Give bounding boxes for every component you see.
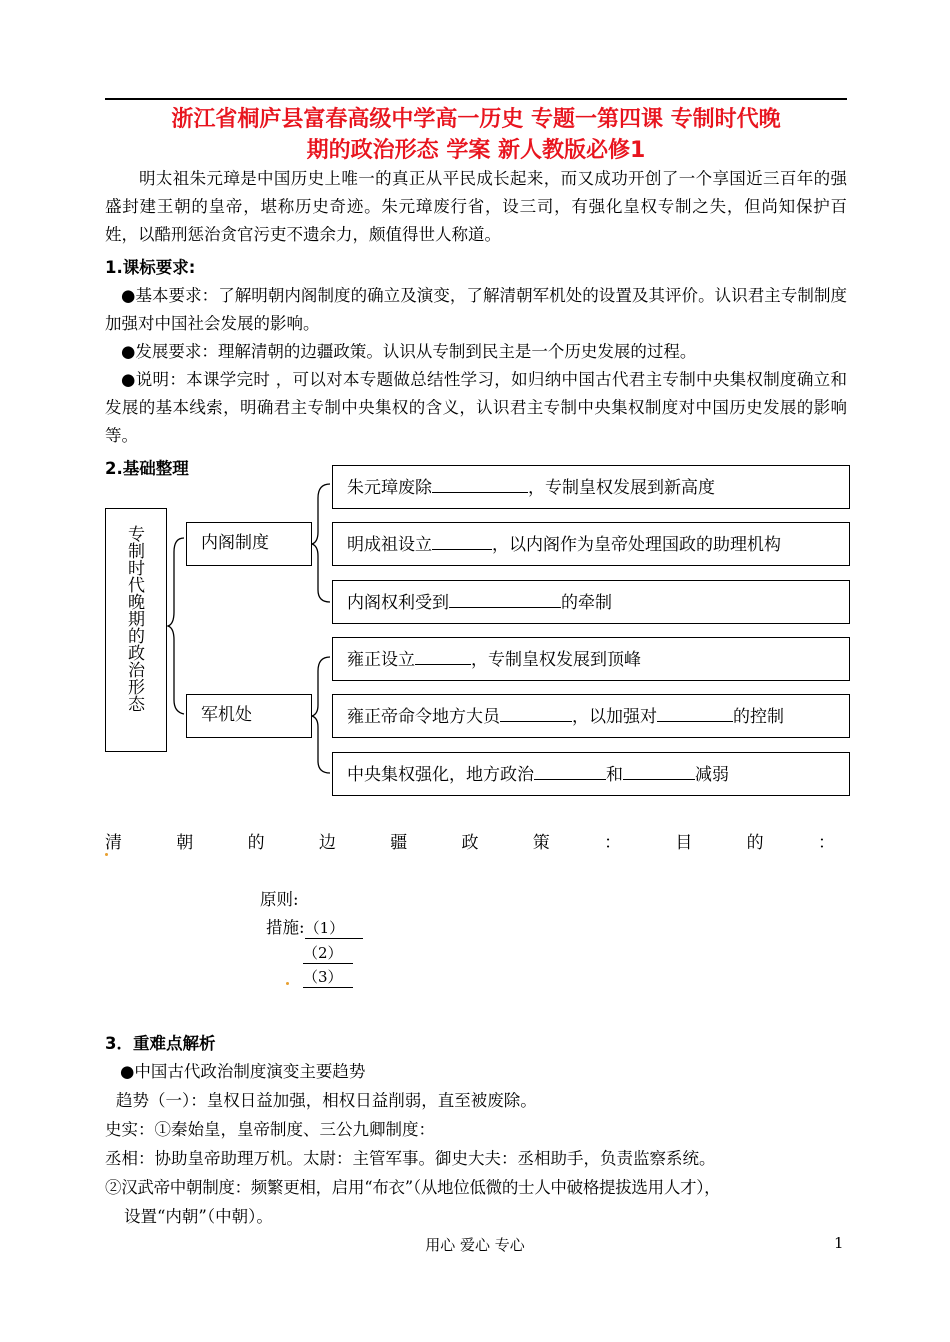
leaf-text: 中央集权强化，地方政治 <box>347 765 534 785</box>
policy-char: 朝 <box>176 833 194 853</box>
trend-one: 趋势（一）：皇权日益加强，相权日益削弱，直至被废除。 <box>116 1091 537 1110</box>
policy-char: 疆 <box>390 833 408 853</box>
leaf-box <box>332 637 850 681</box>
intro-paragraph: 明太祖朱元璋是中国历史上唯一的真正从平民成长起来，而又成功开创了一个享国近三百年的强盛封建王朝的皇帝，堪称历史奇迹。朱元璋废行省，设三司，有强化皇权专制之失，但尚知保护百姓，以酷刑惩治贪官污吏不遗余力，颇值得世人称道。 <box>105 169 847 244</box>
leaf-text: ，以内阁作为皇帝处理国政的助理机构 <box>492 535 781 555</box>
measure-3-row <box>303 966 353 988</box>
han-line-1: ②汉武帝中朝制度：频繁更相，启用“布衣”（从地位低微的士人中破格提拔选用人才）， <box>105 1178 721 1197</box>
branch-box-council <box>186 694 312 738</box>
policy-char: 边 <box>318 833 336 853</box>
leaf-text: 朱元璋废除 <box>347 478 432 498</box>
fill-blank[interactable] <box>534 763 606 780</box>
header-rule <box>105 98 847 100</box>
lesson-note: ●说明：本课学完时 ，可以对本专题做总结性学习，如归纳中国古代君主专制中央集权制度确立和发展的基本线索，明确君主专制中央集权的含义，认识君主专制中央集权制度对中国历史发展的影响等。 <box>105 370 847 445</box>
leaf-text: ，专制皇权发展到顶峰 <box>471 650 641 670</box>
document-title <box>105 104 847 166</box>
policy-char: ： <box>604 833 622 853</box>
leaf-box <box>332 522 850 566</box>
fill-blank[interactable] <box>500 705 572 722</box>
leaf-text: 减弱 <box>695 765 729 785</box>
measure-2-row <box>303 942 353 964</box>
leaf-text: 雍正帝命令地方大员 <box>347 707 500 727</box>
leaf-text: ，以加强对 <box>572 707 657 727</box>
fill-blank[interactable] <box>432 476 528 493</box>
section1-heading: 1.课标要求: <box>105 258 196 277</box>
fill-blank[interactable] <box>415 648 471 665</box>
fill-blank[interactable] <box>432 533 492 550</box>
border-policy-line <box>105 828 835 853</box>
leaf-text: 内阁权利受到 <box>347 593 449 613</box>
leaf-box <box>332 465 850 509</box>
branch-label-cabinet: 内阁制度 <box>201 533 269 553</box>
measure-3: （3） <box>303 966 353 988</box>
fill-blank[interactable] <box>657 705 733 722</box>
root-label: 专制时代晚期的政治形态 <box>124 525 144 712</box>
measures-label: 措施: <box>266 918 305 937</box>
title-line-2: 期的政治形态 学案 新人教版必修1 <box>306 138 646 163</box>
han-line-2: 设置“内朝”（中朝）。 <box>124 1207 273 1226</box>
measures-row <box>266 914 363 939</box>
stray-mark <box>286 982 289 985</box>
policy-char: 政 <box>461 833 479 853</box>
branch-label-council: 军机处 <box>201 705 252 725</box>
leaf-text: ，专制皇权发展到新高度 <box>528 478 715 498</box>
measure-2: （2） <box>303 942 353 964</box>
basic-requirement: ●基本要求：了解明朝内阁制度的确立及演变，了解清朝军机处的设置及其评价。认识君主专制制度加强对中国社会发展的影响。 <box>105 286 847 333</box>
chancellor-line: 丞相：协助皇帝助理万机。太尉：主管军事。御史大夫：丞相助手，负责监察系统。 <box>105 1149 716 1168</box>
page-number: 1 <box>834 1234 844 1252</box>
policy-char: 目 <box>675 833 693 853</box>
measure-1: （1） <box>305 917 363 939</box>
fill-blank[interactable] <box>623 763 695 780</box>
branch-box-cabinet <box>186 522 312 566</box>
historical-fact: 史实：①秦始皇，皇帝制度、三公九卿制度： <box>105 1120 435 1139</box>
policy-char: 的 <box>247 833 265 853</box>
trend-bullet: ●中国古代政治制度演变主要趋势 <box>120 1062 366 1081</box>
leaf-box <box>332 580 850 624</box>
stray-mark <box>105 853 108 856</box>
title-line-1: 浙江省桐庐县富春高级中学高一历史 专题一第四课 专制时代晚 <box>171 107 781 132</box>
leaf-text: 的控制 <box>733 707 784 727</box>
leaf-text: 雍正设立 <box>347 650 415 670</box>
leaf-text: 明成祖设立 <box>347 535 432 555</box>
leaf-text: 的牵制 <box>561 593 612 613</box>
section3-heading: 3．重难点解析 <box>105 1034 216 1053</box>
principle-label: 原则: <box>260 890 299 909</box>
root-box <box>105 508 167 752</box>
development-requirement: ●发展要求：理解清朝的边疆政策。认识从专制到民主是一个历史发展的过程。 <box>121 342 697 361</box>
policy-char: ： <box>817 833 835 853</box>
fill-blank[interactable] <box>449 591 561 608</box>
section2-heading: 2.基础整理 <box>105 459 189 478</box>
footer-motto: 用心 爱心 专心 <box>425 1236 525 1254</box>
policy-char: 策 <box>532 833 550 853</box>
leaf-box <box>332 752 850 796</box>
leaf-text: 和 <box>606 765 623 785</box>
policy-char: 的 <box>746 833 764 853</box>
policy-char: 清 <box>105 833 122 853</box>
leaf-box <box>332 694 850 738</box>
